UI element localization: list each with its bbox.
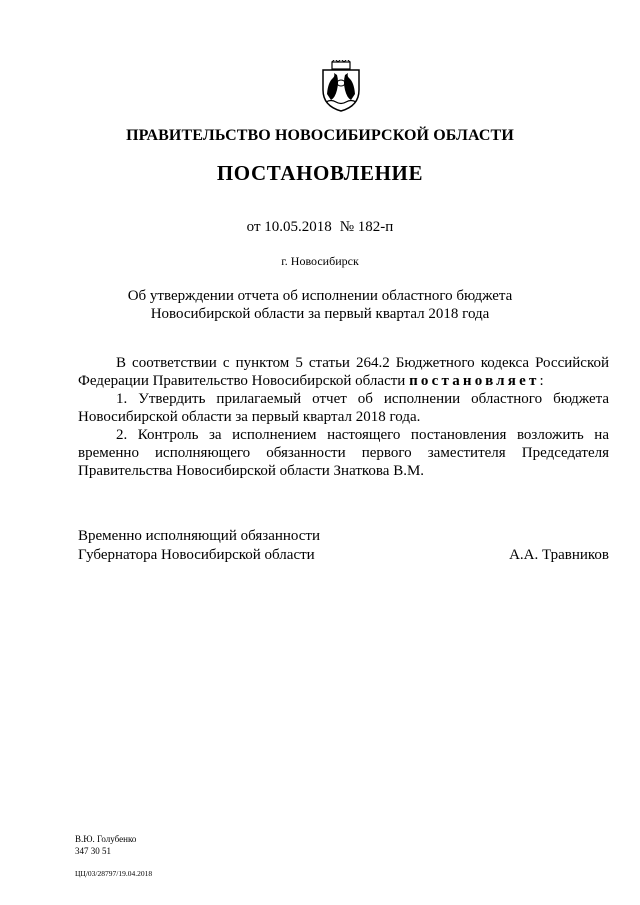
organization-title: ПРАВИТЕЛЬСТВО НОВОСИБИРСКОЙ ОБЛАСТИ — [126, 127, 514, 144]
date-number-line — [0, 219, 640, 236]
intro-colon: : — [539, 373, 544, 389]
document-number: № 182-п — [339, 219, 394, 235]
signer-name: А.А. Травников — [509, 547, 609, 563]
item-2: 2. Контроль за исполнением настоящего постановления возложить на временно исполняющего обязанности первого заместителя Председателя Правительства Новосибирской области Знаткова В.М. — [78, 427, 609, 479]
subject-line-1: Об утверждении отчета об исполнении областного бюджета — [127, 288, 513, 304]
subject-line-2: Новосибирской области за первый квартал 2018 года — [150, 306, 490, 322]
intro-paragraph — [78, 354, 609, 390]
city-line: г. Новосибирск — [281, 254, 359, 268]
document-reference: ЦЦ/03/28797/19.04.2018 — [75, 869, 153, 878]
document-body — [78, 354, 609, 480]
document-subject — [0, 287, 640, 323]
signer-position-line-1: Временно исполняющий обязанности — [78, 528, 321, 544]
executor-name: В.Ю. Голубенко — [75, 834, 137, 844]
document-type-heading: ПОСТАНОВЛЕНИЕ — [216, 161, 424, 185]
executor-phone: 347 30 51 — [75, 846, 111, 856]
executor-info — [75, 833, 136, 857]
coat-of-arms-icon — [317, 60, 365, 112]
signature-row — [78, 546, 609, 565]
signer-position-line-2: Губернатора Новосибирской области — [78, 547, 315, 563]
document-date: от 10.05.2018 — [246, 219, 332, 235]
item-1: 1. Утвердить прилагаемый отчет об исполнении областного бюджета Новосибирской области за первый квартал 2018 года. — [78, 391, 609, 425]
signature-block — [78, 527, 609, 565]
intro-text: В соответствии с пунктом 5 статьи 264.2 Бюджетного кодекса Российской Федерации Правительство Новосибирской области — [78, 355, 609, 389]
decree-word: постановляет — [409, 373, 540, 389]
